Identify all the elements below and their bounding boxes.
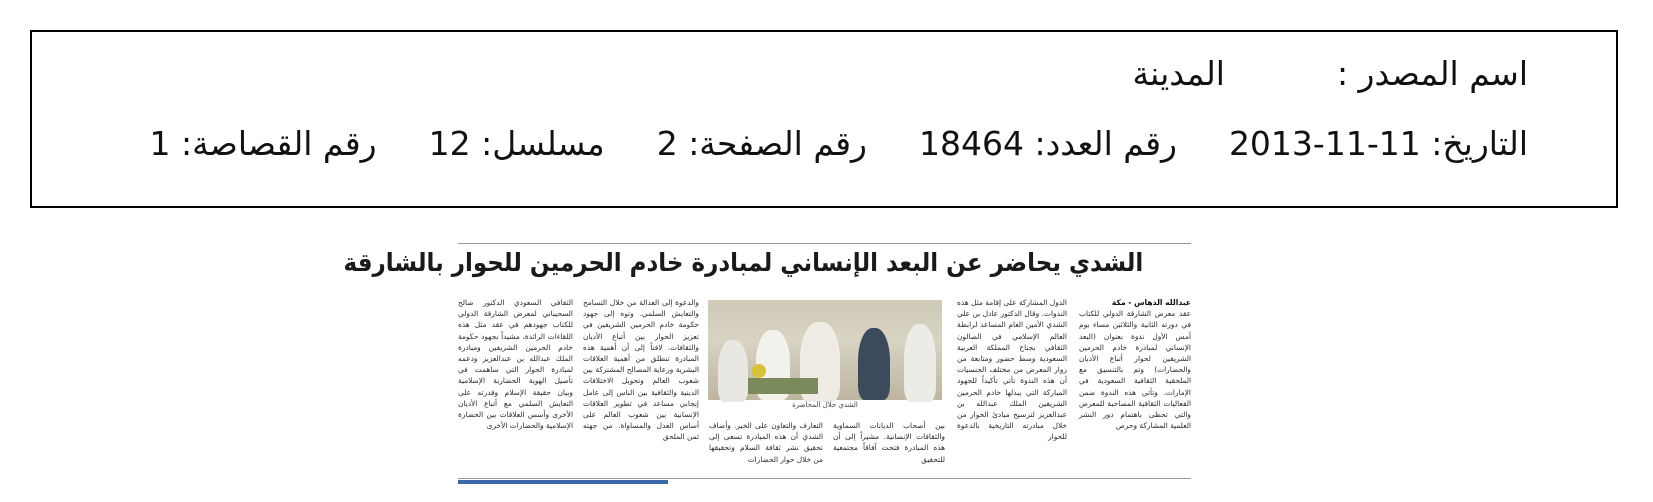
clip-label: رقم القصاصة: [181,124,377,163]
issue-value: 18464 [919,124,1024,163]
column-1-text: عقد معرض الشارقة الدولي للكتاب في دورته الثانية والثلاثين مساء يوم أمس الأول ندوة بعنوان (البعد الإنساني لمبادرة خادم الحرمين الشريفين لحوار أتباع الأديان والحضارات) وتم بالتنسيق مع الملحقية الثقافية السعودية في الإمارات. وتأتي هذه الندوة ضمن الفعاليات الثقافية المصاحبة للمعرض والتي تحظى باهتمام دور النشر العلمية المشاركة وحرص [1079,309,1191,431]
column-5-text: والدعوة إلى العدالة من خلال التسامح والتعايش السلمي. وتوه إلى جهود حكومة خادم الحرمين الشريفين في تعزيز الحوار بين أتباع الأديان والثقافات. لافتاً إلى أن أهمية هذه المبادرة تنطلق من أهمية العلاقات البشرية ورعاية المصالح المشتركة بين شعوب العالم وتحويل الاختلافات الدينية والثقافية بين الناس إلى عامل إيجابي مساعد في تطوير العلاقات الإنسانية بين شعوب العالم على أساس العدل والمساواة. من جهته ثمن الملحق [583,298,699,442]
source-row [1132,54,1528,93]
article-column-6 [458,297,573,431]
serial-label: مسلسل: [481,124,605,163]
column-4-text: التعارف والتعاون على الخير. وأضاف الشدي أن هذه المبادرة تسعى إلى تحقيق نشر ثقافة السلام وتحقيقها من خلال حوار الحضارات [709,421,823,464]
column-2-text: الدول المشاركة على إقامة مثل هذه الندوات. وقال الدكتور عادل بن علي الشدي الأمين العام المساعد لرابطة العالم الإسلامي في الصالون الثقافي بجناح المملكة العربية السعودية وسط حضور ومتابعة من زوار المعرض من مختلف الجنسيات أن هذه الندوة تأتي تأكيداً للجهود المباركة التي يبذلها خادم الحرمين الشريفين الملك عبدالله بن عبدالعزيز لترسيخ مبادئ الحوار من خلال مبادرته التاريخية بالدعوة للحوار [957,298,1067,442]
article-column-5 [583,297,699,443]
serial-value: 12 [428,124,471,163]
article-headline: الشدي يحاضر عن البعد الإنساني لمبادرة خادم الحرمين للحوار بالشارقة [343,248,1143,277]
source-info-box [30,30,1618,208]
photo-caption: الشدي خلال المحاضرة [792,401,858,409]
meta-row [150,124,1529,163]
article-column-4 [709,420,823,465]
bottom-rule [458,478,1191,479]
article-column-2 [957,297,1067,443]
page-value: 2 [656,124,678,163]
article-column-1 [1079,297,1191,431]
column-6-text: الثقافي السعودي الدكتور صالح السحيباني لمعرض الشارقة الدولي للكتاب جهودهم في عقد مثل هذه اللقاءات الرائدة، مشيداً بجهود حكومة خادم الحرمين الشريفين ومبادرة الملك عبدالله بن عبدالعزيز ودعمه لمبادرة الحوار التي ساهمت في تأصيل الهوية الحضارية الإسلامية وبيان حقيقة الإسلام وقدرته على التعايش السلمي مع أتباع الأديان الأخرى وأسس العلاقات بين الحضارة الإسلامية والحضارات الأخرى [458,298,573,431]
article-photo [708,300,942,400]
column-3-text: بين أصحاب الديانات السماوية والثقافات الإنسانية. مشيراً إلى أن هذه المبادرة فتحت آفاقاً مجتمعية للتحقيق [833,421,945,464]
date-value: 2013-11-11 [1228,124,1421,163]
date-label: التاريخ: [1431,124,1528,163]
clip-value: 1 [149,124,171,163]
source-value: المدينة [1132,54,1225,93]
source-label: اسم المصدر : [1336,54,1528,93]
next-article-strip [458,480,668,484]
newspaper-clipping [343,240,1191,502]
page-label: رقم الصفحة: [688,124,867,163]
top-rule [458,243,1191,244]
article-byline: عبدالله الدهاس - مكة [1111,298,1191,307]
article-column-3 [833,420,945,465]
issue-label: رقم العدد: [1034,124,1177,163]
